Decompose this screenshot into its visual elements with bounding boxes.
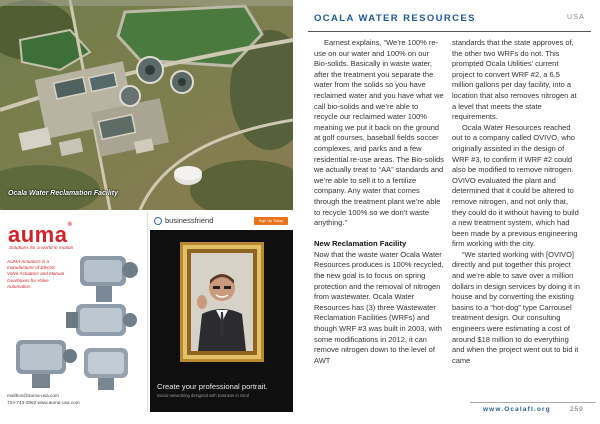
article-paragraph: “We started working with [OVIVO] directly and put together this project and we’re able to save over a million dollars in design services by doing it in house and by converting the existing basins to a “hot-dog” type Carrousel treatment design. Our consulting engineers were estimating a cost of around $18 million to do everything and when the project went out to bid it came bbox=[452, 249, 580, 365]
photo-caption: Ocala Water Reclamation Facility bbox=[8, 190, 118, 197]
businessfriend-logo-icon bbox=[154, 217, 162, 225]
article-column-1 bbox=[314, 38, 444, 366]
auma-logo: auma® bbox=[8, 222, 73, 247]
businessfriend-header bbox=[150, 212, 293, 230]
businessfriend-headline: Create your professional portrait. bbox=[157, 382, 268, 391]
businessfriend-logo: businessfriend bbox=[165, 216, 214, 225]
auma-email[interactable]: mailbox@auma-usa.com bbox=[7, 393, 59, 398]
aerial-photo bbox=[0, 0, 293, 210]
masthead-title: OCALA WATER RESOURCES bbox=[314, 13, 476, 24]
valve-actuator-image bbox=[10, 252, 142, 392]
section-heading: New Reclamation Facility bbox=[314, 239, 407, 249]
footer-rule bbox=[470, 402, 596, 403]
businessfriend-subline: Social networking designed with business in mind bbox=[157, 393, 249, 398]
footer-website[interactable]: www.Ocalafl.org bbox=[483, 406, 551, 413]
auma-phone-website[interactable]: 724-743-2862 www.auma-usa.com bbox=[7, 400, 80, 405]
auma-description: AUMA Actuators is a manufacturer of Electric Valve Actuators and Manual Gearboxes for Valve Automation. bbox=[7, 259, 65, 289]
page-number: 259 bbox=[570, 406, 584, 413]
article-paragraph: standards that the state approves of, the other two WRFs do not. This prompted Ocala Utilities’ current project to convert WRF #2, a 6.5 million gallons per day facility, into a location that also removes nitrogen at a level that meets the state requirements. bbox=[452, 38, 577, 122]
auma-advertisement[interactable] bbox=[0, 212, 148, 412]
reclamation-facility-image bbox=[0, 0, 293, 210]
article-paragraph: Earnest explains, “We’re 100% re-use on our water and 100% on our Bio-solids. Basically in waste water, after the treatment you separate the water from the solids so you have reclaimed water and you have what we call bio-solids and we’re able to recycle our reclaimed water 100% meaning we put it back on the ground at golf courses, baseball fields soccer complexes, and parks and a few residential re-use areas. The Bio-solids we actually treat to “AA” standards and we’re able to sell it to a fertilize company. Any water that comes through the treatment plant we’re able to recycle 100% so we don’t waste anything.” bbox=[314, 38, 444, 228]
signup-button[interactable]: Sign Up Today bbox=[254, 217, 288, 225]
businessfriend-advertisement[interactable] bbox=[150, 212, 293, 412]
masthead bbox=[308, 10, 591, 32]
auma-tagline: Solutions for a world in motion bbox=[9, 246, 74, 251]
article-column-2 bbox=[452, 38, 582, 366]
masthead-country: USA bbox=[567, 14, 585, 21]
portrait-frame-image bbox=[180, 242, 264, 362]
article-paragraph: Ocala Water Resources reached out to a company called OVIVO, who originally assisted in the design of WRF #3, to confirm if WRF #2 could also be modified to remove nitrogen. OVIVO evaluated the plant and determined that it could be altered to remove nitrogen, and not only that, they could do it without having to build a new treatment system, which had been made by a previous engineering firm working with the city. bbox=[452, 122, 579, 249]
article-paragraph: Now that the waste water Ocala Water Resources produces is 100% recycled, the new goal is to focus on spring protection and the removal of nitrogen from wastewater. Ocala Water Resources has (3) three Wastewater Reclamation Facilities (WRFs) and though WRF #3 was built in 2003, with some modifications in 2012, it can remove nitrogen down to the level of AWT bbox=[314, 249, 444, 365]
